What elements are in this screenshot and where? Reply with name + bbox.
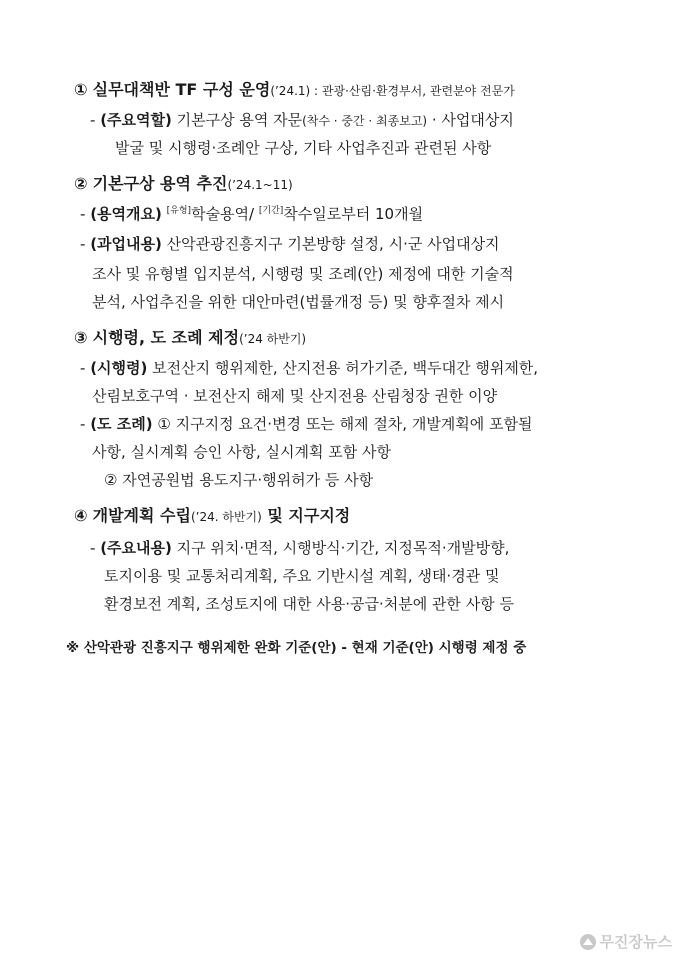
- bullet-heading: (용역개요): [90, 205, 162, 223]
- watermark-text: 무진장뉴스: [599, 933, 672, 951]
- bullet-dash: -: [80, 235, 86, 253]
- section-4-title: 개발계획 수립: [92, 506, 191, 525]
- bullet-heading: (주요역할): [100, 111, 172, 129]
- section-3-number: ③: [74, 328, 88, 347]
- section-2-bullet-2-cont-1: 조사 및 유형별 입지분석, 시행령 및 조례(안) 제정에 대한 기술적: [92, 265, 514, 283]
- bullet-dash: -: [80, 205, 86, 223]
- bullet-text: 착수일로부터 10개월: [283, 205, 424, 223]
- section-4-meta: (’24. 하반기): [190, 510, 262, 524]
- bullet-heading: (시행령): [90, 359, 148, 377]
- section-3-heading: [74, 328, 306, 349]
- bullet-text: 지구 위치·면적, 시행방식·기간, 지정목적·개발방향,: [171, 539, 510, 557]
- section-2-meta: (’24.1~11): [227, 178, 293, 192]
- section-4-title-2: 및 지구지정: [261, 506, 351, 525]
- section-1-bullet-1: [90, 110, 514, 131]
- bullet-text: 보전산지 행위제한, 산지전용 허가기준, 백두대간 행위제한,: [147, 359, 539, 377]
- section-3-title: 시행령, 도 조례 제정: [92, 328, 240, 347]
- section-1-number: ①: [74, 80, 88, 99]
- section-3-bullet-2-cont-1: 사항, 실시계획 승인 사항, 실시계획 포함 사항: [92, 443, 391, 461]
- section-2-title: 기본구상 용역 추진: [92, 174, 228, 193]
- section-3-bullet-2-cont-2: ② 자연공원법 용도지구·행위허가 등 사항: [104, 471, 374, 489]
- section-2-bullet-2: [80, 234, 500, 254]
- bullet-small-text: (착수 · 중간 · 최종보고): [302, 114, 428, 128]
- section-4-bullet-1-cont-2: 환경보전 계획, 조성토지에 대한 사용·공급·처분에 관한 사항 등: [104, 595, 514, 613]
- section-2-bullet-2-cont-2: 분석, 사업추진을 위한 대안마련(법률개정 등) 및 향후절차 제시: [92, 293, 505, 311]
- section-2-heading: [74, 174, 293, 195]
- section-4-bullet-1: [90, 538, 509, 558]
- mountain-logo-icon: [580, 934, 596, 950]
- bullet-text: 학술용역/: [191, 205, 259, 223]
- section-3-bullet-1: [80, 358, 538, 378]
- bullet-text: 산악관광진흥지구 기본방향 설정, 시·군 사업대상지: [161, 235, 500, 253]
- bullet-heading: (과업내용): [90, 235, 162, 253]
- bullet-superscript: [기간]: [258, 206, 284, 216]
- section-2-bullet-1: [80, 204, 423, 227]
- bullet-heading: (주요내용): [100, 539, 172, 557]
- section-3-bullet-2: [80, 414, 533, 434]
- bullet-dash: -: [80, 359, 86, 377]
- footnote: ※ 산악관광 진흥지구 행위제한 완화 기준(안) - 현재 기준(안) 시행령 제정 중: [66, 640, 527, 656]
- section-3-bullet-1-cont: 산림보호구역 · 보전산지 해제 및 산지전용 산림청장 권한 이양: [92, 387, 498, 405]
- section-1-meta: (’24.1) : 관광·산림·환경부서, 관련분야 전문가: [270, 84, 515, 98]
- section-4-number: ④: [74, 506, 88, 525]
- bullet-heading: (도 조례): [90, 415, 153, 433]
- watermark: [580, 931, 672, 952]
- bullet-superscript: [유형]: [166, 206, 192, 216]
- section-1-bullet-1-cont: 발굴 및 시행령·조례안 구상, 기타 사업추진과 관련된 사항: [115, 139, 492, 157]
- bullet-text: ① 지구지정 요건·변경 또는 해제 절차, 개발계획에 포함될: [152, 415, 533, 433]
- section-3-meta: (’24 하반기): [239, 332, 307, 346]
- bullet-dash: -: [80, 415, 86, 433]
- bullet-text: · 사업대상지: [427, 111, 514, 129]
- bullet-dash: -: [90, 539, 96, 557]
- bullet-text: 기본구상 용역 자문: [171, 111, 303, 129]
- section-1-heading: [74, 80, 515, 101]
- section-4-heading: [74, 506, 350, 527]
- section-1-title: 실무대책반 TF 구성 운영: [92, 80, 271, 99]
- section-2-number: ②: [74, 174, 88, 193]
- bullet-dash: -: [90, 111, 96, 129]
- section-4-bullet-1-cont-1: 토지이용 및 교통처리계획, 주요 기반시설 계획, 생태·경관 및: [104, 567, 500, 585]
